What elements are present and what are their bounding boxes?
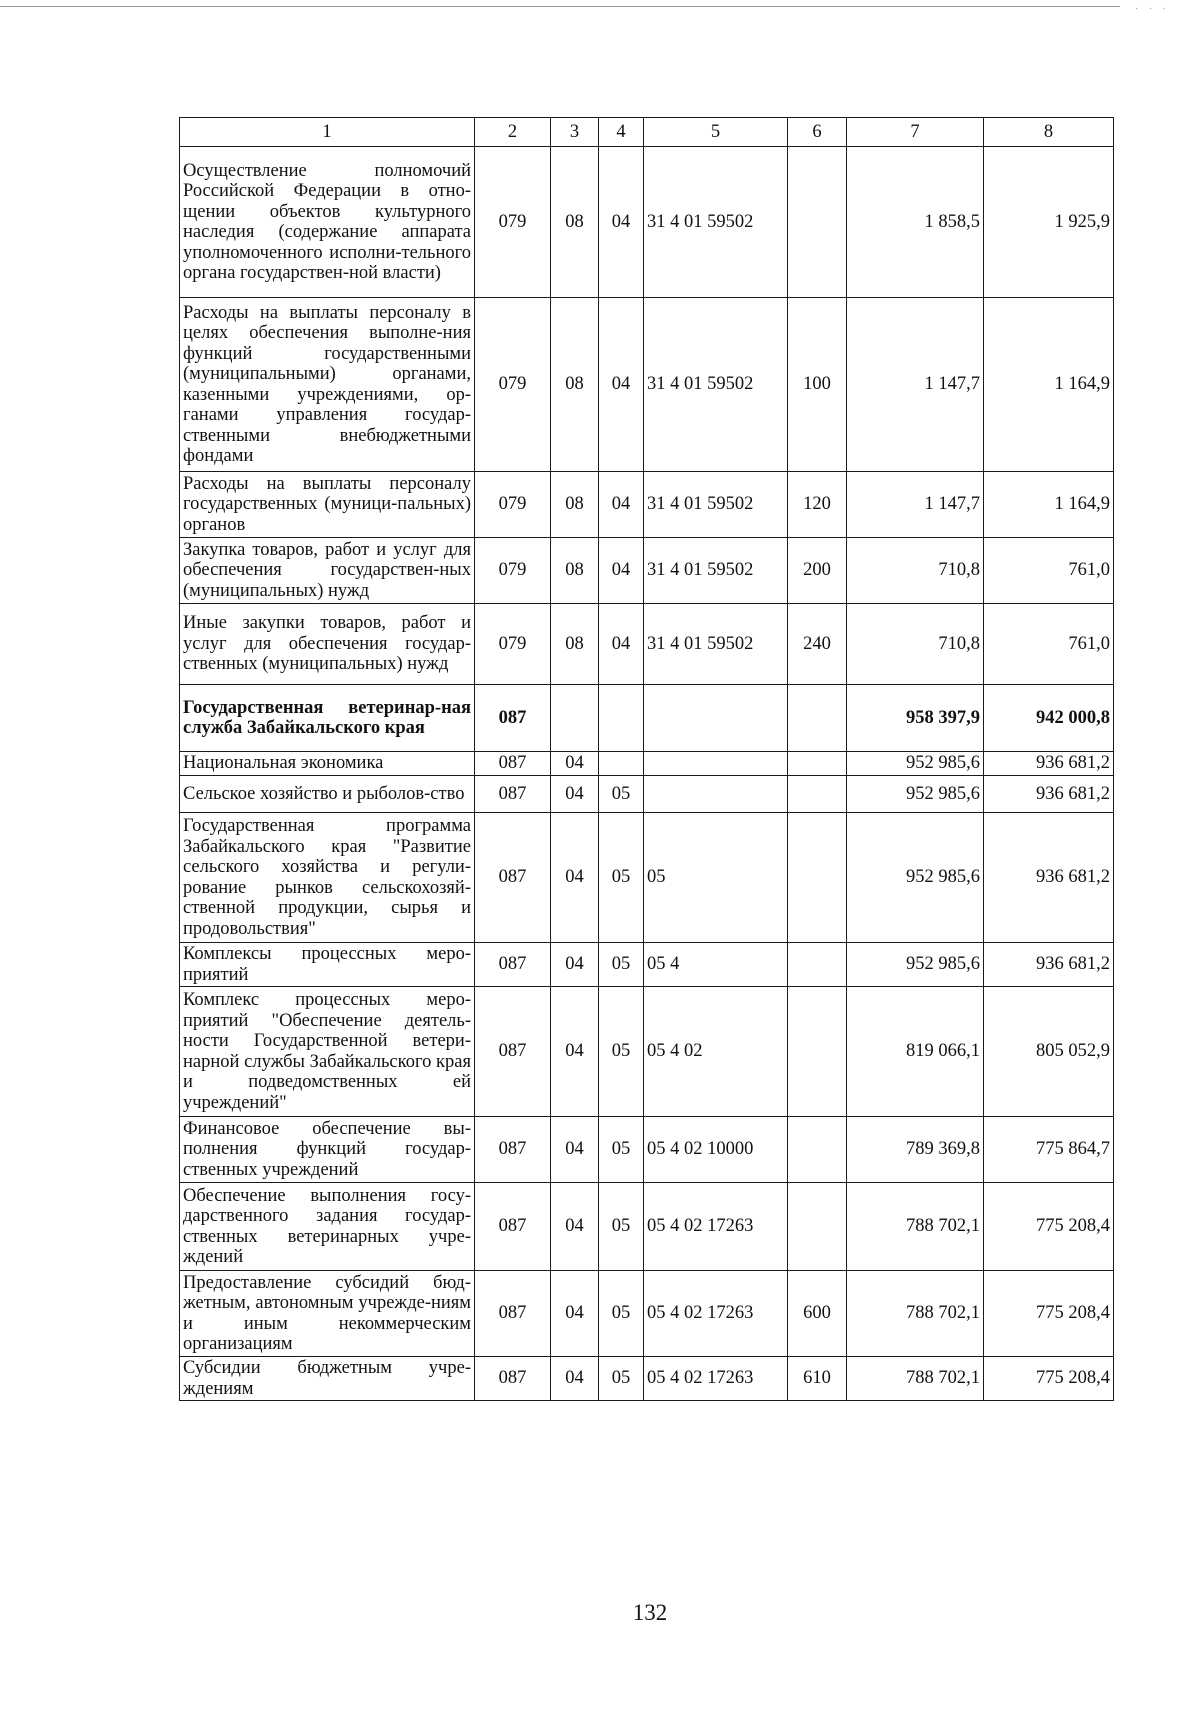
target-article-code <box>644 685 788 752</box>
target-article-code: 31 4 01 59502 <box>644 604 788 685</box>
subsection-code: 04 <box>599 298 644 472</box>
expense-type-code: 100 <box>788 298 847 472</box>
amount-year-2: 1 164,9 <box>984 472 1114 538</box>
section-code: 04 <box>551 776 599 813</box>
target-article-code: 31 4 01 59502 <box>644 472 788 538</box>
subsection-code: 04 <box>599 147 644 298</box>
subsection-code: 05 <box>599 1271 644 1357</box>
col-header-2: 2 <box>475 118 551 147</box>
row-description: Национальная экономика <box>180 752 475 776</box>
col-header-4: 4 <box>599 118 644 147</box>
expense-type-code <box>788 1117 847 1183</box>
table-row <box>180 776 1114 813</box>
expense-type-code <box>788 813 847 943</box>
amount-year-1: 788 702,1 <box>847 1357 984 1401</box>
table-row <box>180 813 1114 943</box>
amount-year-2: 775 208,4 <box>984 1357 1114 1401</box>
expense-type-code <box>788 752 847 776</box>
subsection-code: 04 <box>599 538 644 604</box>
section-code: 04 <box>551 987 599 1117</box>
amount-year-1: 819 066,1 <box>847 987 984 1117</box>
amount-year-2: 761,0 <box>984 604 1114 685</box>
amount-year-1: 710,8 <box>847 604 984 685</box>
subsection-code: 05 <box>599 987 644 1117</box>
row-description: Комплекс процессных меро-приятий "Обеспечение деятель-ности Государственной ветери-нарной службы Забайкальского края и подведомственных ей учреждений" <box>180 987 475 1117</box>
amount-year-2: 775 864,7 <box>984 1117 1114 1183</box>
admin-code: 087 <box>475 776 551 813</box>
row-description: Осуществление полномочий Российской Федерации в отно-щении объектов культурного наследия (содержание аппарата уполномоченного исполни-тельного органа государствен-ной власти) <box>180 147 475 298</box>
admin-code: 087 <box>475 1357 551 1401</box>
expense-type-code <box>788 776 847 813</box>
row-description: Иные закупки товаров, работ и услуг для обеспечения государ-ственных (муниципальных) нужд <box>180 604 475 685</box>
expense-type-code: 600 <box>788 1271 847 1357</box>
row-description: Финансовое обеспечение вы-полнения функций государ-ственных учреждений <box>180 1117 475 1183</box>
expense-type-code: 610 <box>788 1357 847 1401</box>
table-row <box>180 604 1114 685</box>
table-row <box>180 943 1114 987</box>
amount-year-2: 936 681,2 <box>984 752 1114 776</box>
admin-code: 079 <box>475 538 551 604</box>
admin-code: 087 <box>475 1271 551 1357</box>
expense-type-code <box>788 685 847 752</box>
target-article-code: 05 4 02 17263 <box>644 1357 788 1401</box>
row-description: Субсидии бюджетным учре-ждениям <box>180 1357 475 1401</box>
amount-year-1: 710,8 <box>847 538 984 604</box>
table-row <box>180 298 1114 472</box>
row-description: Сельское хозяйство и рыболов-ство <box>180 776 475 813</box>
expense-type-code: 120 <box>788 472 847 538</box>
table-row <box>180 1117 1114 1183</box>
amount-year-2: 942 000,8 <box>984 685 1114 752</box>
target-article-code: 31 4 01 59502 <box>644 147 788 298</box>
subsection-code <box>599 685 644 752</box>
target-article-code: 31 4 01 59502 <box>644 298 788 472</box>
table-row <box>180 538 1114 604</box>
target-article-code: 05 4 <box>644 943 788 987</box>
row-description: Обеспечение выполнения госу-дарственного задания государ-ственных ветеринарных учре-ждений <box>180 1183 475 1271</box>
amount-year-1: 952 985,6 <box>847 776 984 813</box>
expense-type-code <box>788 147 847 298</box>
table-row <box>180 1357 1114 1401</box>
section-code: 08 <box>551 538 599 604</box>
table-row <box>180 1183 1114 1271</box>
row-description: Комплексы процессных меро-приятий <box>180 943 475 987</box>
section-code: 04 <box>551 943 599 987</box>
amount-year-1: 952 985,6 <box>847 752 984 776</box>
amount-year-2: 775 208,4 <box>984 1271 1114 1357</box>
section-code: 04 <box>551 1357 599 1401</box>
page-number: 132 <box>632 1600 668 1625</box>
amount-year-1: 1 147,7 <box>847 298 984 472</box>
amount-year-1: 958 397,9 <box>847 685 984 752</box>
col-header-5: 5 <box>644 118 788 147</box>
amount-year-2: 1 164,9 <box>984 298 1114 472</box>
expense-type-code: 240 <box>788 604 847 685</box>
row-description: Расходы на выплаты персоналу в целях обеспечения выполне-ния функций государственными (муниципальными) органами, казенными учреждениями, ор-ганами управления государ-ственными внебюджетными фондами <box>180 298 475 472</box>
subsection-code: 05 <box>599 1117 644 1183</box>
target-article-code: 05 4 02 <box>644 987 788 1117</box>
target-article-code: 05 4 02 10000 <box>644 1117 788 1183</box>
expense-type-code <box>788 943 847 987</box>
section-code: 04 <box>551 752 599 776</box>
amount-year-1: 1 858,5 <box>847 147 984 298</box>
admin-code: 087 <box>475 943 551 987</box>
amount-year-1: 788 702,1 <box>847 1183 984 1271</box>
amount-year-2: 936 681,2 <box>984 943 1114 987</box>
table-row <box>180 987 1114 1117</box>
target-article-code <box>644 752 788 776</box>
section-code <box>551 685 599 752</box>
target-article-code: 31 4 01 59502 <box>644 538 788 604</box>
target-article-code: 05 4 02 17263 <box>644 1271 788 1357</box>
budget-table <box>179 117 1114 1401</box>
table-row <box>180 472 1114 538</box>
subsection-code: 05 <box>599 776 644 813</box>
row-description: Государственная ветеринар-ная служба Забайкальского края <box>180 685 475 752</box>
subsection-code: 05 <box>599 1357 644 1401</box>
section-code: 04 <box>551 1271 599 1357</box>
admin-code: 079 <box>475 298 551 472</box>
scan-artifact-dots: · · · <box>1135 4 1170 15</box>
table-row <box>180 685 1114 752</box>
subsection-code <box>599 752 644 776</box>
row-description: Расходы на выплаты персоналу государственных (муници-пальных) органов <box>180 472 475 538</box>
admin-code: 079 <box>475 604 551 685</box>
amount-year-2: 761,0 <box>984 538 1114 604</box>
expense-type-code <box>788 1183 847 1271</box>
section-code: 04 <box>551 1183 599 1271</box>
row-description: Закупка товаров, работ и услуг для обеспечения государствен-ных (муниципальных) нужд <box>180 538 475 604</box>
admin-code: 087 <box>475 987 551 1117</box>
row-description: Предоставление субсидий бюд-жетным, автономным учрежде-ниям и иным некоммерческим организациям <box>180 1271 475 1357</box>
column-number-row <box>180 118 1114 147</box>
section-code: 04 <box>551 813 599 943</box>
admin-code: 079 <box>475 472 551 538</box>
amount-year-1: 952 985,6 <box>847 943 984 987</box>
row-description: Государственная программа Забайкальского края "Развитие сельского хозяйства и регули-рование рынков сельскохозяй-ственной продукции, сырья и продовольствия" <box>180 813 475 943</box>
target-article-code: 05 <box>644 813 788 943</box>
amount-year-1: 789 369,8 <box>847 1117 984 1183</box>
admin-code: 087 <box>475 813 551 943</box>
amount-year-2: 936 681,2 <box>984 813 1114 943</box>
col-header-8: 8 <box>984 118 1114 147</box>
amount-year-2: 936 681,2 <box>984 776 1114 813</box>
table-row <box>180 1271 1114 1357</box>
subsection-code: 04 <box>599 472 644 538</box>
col-header-1: 1 <box>180 118 475 147</box>
admin-code: 087 <box>475 752 551 776</box>
subsection-code: 04 <box>599 604 644 685</box>
expense-type-code <box>788 987 847 1117</box>
expense-type-code: 200 <box>788 538 847 604</box>
subsection-code: 05 <box>599 813 644 943</box>
table-row <box>180 752 1114 776</box>
amount-year-1: 1 147,7 <box>847 472 984 538</box>
amount-year-1: 788 702,1 <box>847 1271 984 1357</box>
subsection-code: 05 <box>599 1183 644 1271</box>
section-code: 08 <box>551 298 599 472</box>
amount-year-1: 952 985,6 <box>847 813 984 943</box>
admin-code: 079 <box>475 147 551 298</box>
admin-code: 087 <box>475 685 551 752</box>
section-code: 08 <box>551 604 599 685</box>
col-header-7: 7 <box>847 118 984 147</box>
budget-table-body <box>180 118 1114 1401</box>
section-code: 08 <box>551 147 599 298</box>
amount-year-2: 805 052,9 <box>984 987 1114 1117</box>
section-code: 08 <box>551 472 599 538</box>
target-article-code <box>644 776 788 813</box>
table-row <box>180 147 1114 298</box>
admin-code: 087 <box>475 1183 551 1271</box>
target-article-code: 05 4 02 17263 <box>644 1183 788 1271</box>
admin-code: 087 <box>475 1117 551 1183</box>
col-header-6: 6 <box>788 118 847 147</box>
page-top-border <box>0 6 1120 7</box>
subsection-code: 05 <box>599 943 644 987</box>
section-code: 04 <box>551 1117 599 1183</box>
col-header-3: 3 <box>551 118 599 147</box>
amount-year-2: 775 208,4 <box>984 1183 1114 1271</box>
amount-year-2: 1 925,9 <box>984 147 1114 298</box>
